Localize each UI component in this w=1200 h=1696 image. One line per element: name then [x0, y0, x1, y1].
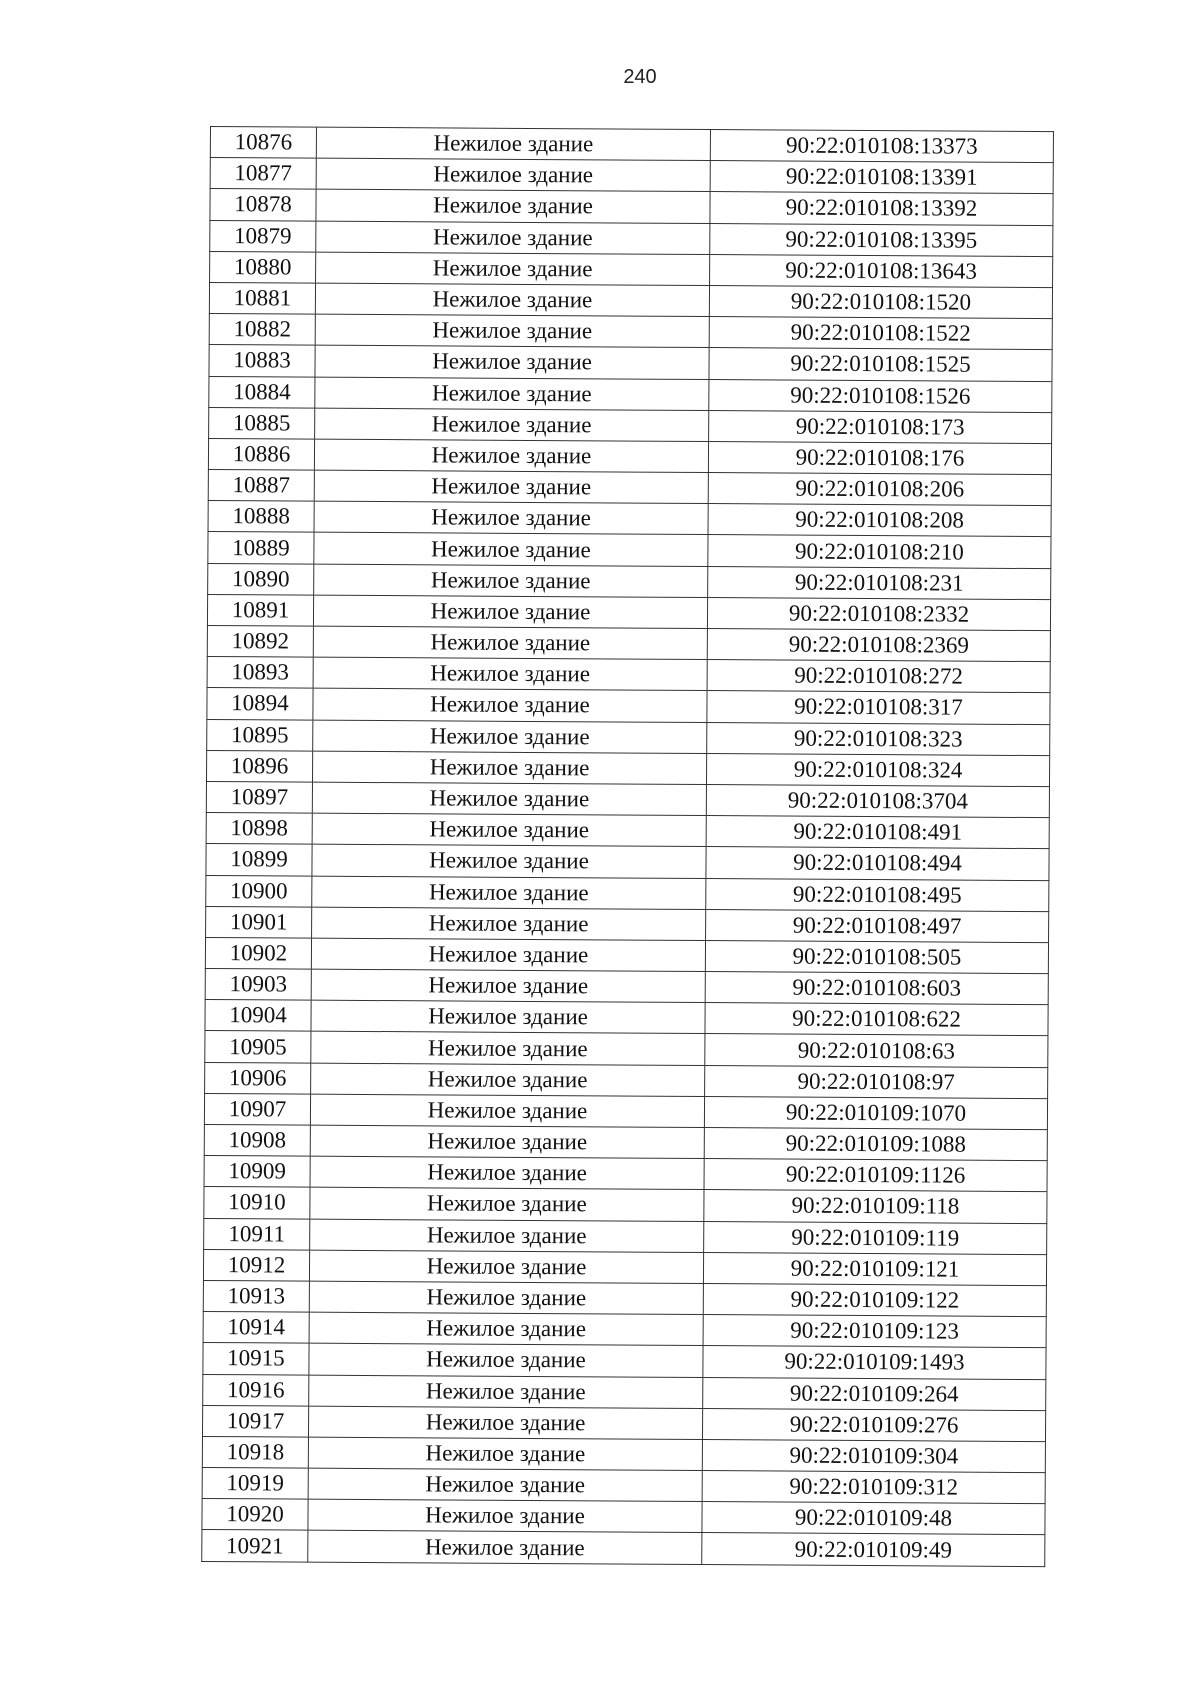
object-name-cell: Нежилое здание: [311, 969, 705, 1003]
object-name-cell: Нежилое здание: [311, 1000, 705, 1034]
row-number-cell: 10881: [209, 282, 315, 314]
object-name-cell: Нежилое здание: [309, 1375, 703, 1409]
cadastral-number-cell: 90:22:010108:1522: [709, 317, 1052, 350]
table-row: [207, 688, 1050, 724]
cadastral-number-cell: 90:22:010108:176: [708, 441, 1051, 474]
object-name-cell: Нежилое здание: [310, 1125, 704, 1159]
table-row: [203, 1343, 1046, 1379]
cadastral-number-cell: 90:22:010108:97: [705, 1065, 1048, 1098]
object-name-cell: Нежилое здание: [311, 1032, 705, 1066]
table-row: [205, 937, 1048, 973]
cadastral-number-cell: 90:22:010108:173: [709, 410, 1052, 443]
table-row: [210, 251, 1053, 287]
row-number-cell: 10878: [210, 189, 316, 221]
cadastral-number-cell: 90:22:010108:603: [705, 972, 1048, 1005]
table-row: [206, 906, 1049, 942]
row-number-cell: 10904: [205, 1000, 311, 1032]
object-name-cell: Нежилое здание: [309, 1312, 703, 1346]
cadastral-number-cell: 90:22:010109:1088: [704, 1128, 1047, 1161]
cadastral-number-cell: 90:22:010108:505: [705, 940, 1048, 973]
row-number-cell: 10876: [210, 127, 316, 159]
cadastral-number-cell: 90:22:010108:13643: [710, 254, 1053, 287]
row-number-cell: 10921: [202, 1530, 308, 1562]
cadastral-number-cell: 90:22:010108:13391: [710, 161, 1053, 194]
table-row: [204, 1093, 1047, 1129]
cadastral-number-cell: 90:22:010108:3704: [706, 784, 1049, 817]
object-name-cell: Нежилое здание: [314, 439, 708, 473]
table-row: [209, 376, 1052, 412]
row-number-cell: 10920: [202, 1499, 308, 1531]
row-number-cell: 10915: [203, 1343, 309, 1375]
registry-table-body: [202, 127, 1054, 1567]
row-number-cell: 10910: [204, 1187, 310, 1219]
row-number-cell: 10888: [208, 501, 314, 533]
object-name-cell: Нежилое здание: [309, 1343, 703, 1377]
row-number-cell: 10918: [202, 1436, 308, 1468]
cadastral-number-cell: 90:22:010108:2332: [707, 597, 1050, 630]
table-row: [206, 781, 1049, 817]
row-number-cell: 10907: [204, 1093, 310, 1125]
cadastral-number-cell: 90:22:010108:206: [708, 473, 1051, 506]
cadastral-number-cell: 90:22:010108:208: [708, 504, 1051, 537]
row-number-cell: 10887: [208, 470, 314, 502]
object-name-cell: Нежилое здание: [313, 595, 707, 629]
object-name-cell: Нежилое здание: [314, 564, 708, 598]
row-number-cell: 10912: [203, 1249, 309, 1281]
row-number-cell: 10889: [208, 532, 314, 564]
table-row: [209, 345, 1052, 381]
table-row: [202, 1468, 1045, 1504]
cadastral-number-cell: 90:22:010109:122: [703, 1283, 1046, 1316]
table-row: [208, 501, 1051, 537]
cadastral-number-cell: 90:22:010109:1070: [704, 1096, 1047, 1129]
cadastral-number-cell: 90:22:010109:49: [702, 1533, 1045, 1566]
row-number-cell: 10879: [210, 220, 316, 252]
row-number-cell: 10895: [207, 719, 313, 751]
object-name-cell: Нежилое здание: [312, 844, 706, 878]
cadastral-number-cell: 90:22:010109:118: [704, 1190, 1047, 1223]
row-number-cell: 10908: [204, 1124, 310, 1156]
row-number-cell: 10914: [203, 1312, 309, 1344]
table-row: [210, 127, 1053, 163]
table-row: [206, 875, 1049, 911]
cadastral-number-cell: 90:22:010109:1126: [704, 1159, 1047, 1192]
row-number-cell: 10897: [206, 781, 312, 813]
object-name-cell: Нежилое здание: [312, 782, 706, 816]
object-name-cell: Нежилое здание: [312, 876, 706, 910]
object-name-cell: Нежилое здание: [316, 252, 710, 286]
table-row: [205, 1062, 1048, 1098]
object-name-cell: Нежилое здание: [314, 470, 708, 504]
cadastral-number-cell: 90:22:010109:312: [702, 1471, 1045, 1504]
row-number-cell: 10877: [210, 158, 316, 190]
table-row: [204, 1124, 1047, 1160]
row-number-cell: 10898: [206, 813, 312, 845]
row-number-cell: 10883: [209, 345, 315, 377]
row-number-cell: 10903: [205, 969, 311, 1001]
page-number: 240: [623, 66, 657, 88]
table-row: [206, 844, 1049, 880]
row-number-cell: 10911: [204, 1218, 310, 1250]
table-row: [204, 1218, 1047, 1254]
row-number-cell: 10885: [209, 407, 315, 439]
object-name-cell: Нежилое здание: [308, 1437, 702, 1471]
cadastral-number-cell: 90:22:010109:264: [703, 1377, 1046, 1410]
row-number-cell: 10896: [206, 750, 312, 782]
table-row: [209, 282, 1052, 318]
cadastral-number-cell: 90:22:010108:324: [706, 753, 1049, 786]
object-name-cell: Нежилое здание: [311, 938, 705, 972]
object-name-cell: Нежилое здание: [316, 221, 710, 255]
row-number-cell: 10916: [203, 1374, 309, 1406]
table-row: [207, 719, 1050, 755]
row-number-cell: 10882: [209, 314, 315, 346]
cadastral-number-cell: 90:22:010108:13395: [710, 223, 1053, 256]
object-name-cell: Нежилое здание: [315, 283, 709, 317]
cadastral-number-cell: 90:22:010109:121: [703, 1252, 1046, 1285]
table-row: [206, 750, 1049, 786]
cadastral-number-cell: 90:22:010108:13392: [710, 192, 1053, 225]
cadastral-number-cell: 90:22:010108:317: [707, 691, 1050, 724]
object-name-cell: Нежилое здание: [314, 501, 708, 535]
table-row: [203, 1374, 1046, 1410]
object-name-cell: Нежилое здание: [312, 813, 706, 847]
object-name-cell: Нежилое здание: [316, 127, 710, 161]
object-name-cell: Нежилое здание: [308, 1468, 702, 1502]
cadastral-number-cell: 90:22:010108:622: [705, 1003, 1048, 1036]
row-number-cell: 10886: [208, 438, 314, 470]
table-row: [205, 1000, 1048, 1036]
row-number-cell: 10909: [204, 1156, 310, 1188]
table-row: [210, 158, 1053, 194]
row-number-cell: 10880: [210, 251, 316, 283]
table-row: [202, 1530, 1045, 1566]
cadastral-number-cell: 90:22:010109:276: [702, 1408, 1045, 1441]
table-row: [202, 1405, 1045, 1441]
row-number-cell: 10899: [206, 844, 312, 876]
object-name-cell: Нежилое здание: [313, 626, 707, 660]
cadastral-number-cell: 90:22:010108:63: [705, 1034, 1048, 1067]
cadastral-number-cell: 90:22:010108:494: [706, 847, 1049, 880]
object-name-cell: Нежилое здание: [310, 1219, 704, 1253]
cadastral-number-cell: 90:22:010108:491: [706, 816, 1049, 849]
object-name-cell: Нежилое здание: [312, 751, 706, 785]
cadastral-number-cell: 90:22:010109:1493: [703, 1346, 1046, 1379]
row-number-cell: 10901: [206, 906, 312, 938]
table-row: [207, 625, 1050, 661]
object-name-cell: Нежилое здание: [315, 408, 709, 442]
object-name-cell: Нежилое здание: [308, 1406, 702, 1440]
table-row: [202, 1436, 1045, 1472]
object-name-cell: Нежилое здание: [313, 689, 707, 723]
table-row: [209, 314, 1052, 350]
row-number-cell: 10905: [205, 1031, 311, 1063]
object-name-cell: Нежилое здание: [308, 1499, 702, 1533]
object-name-cell: Нежилое здание: [313, 720, 707, 754]
registry-table: [201, 126, 1054, 1567]
row-number-cell: 10884: [209, 376, 315, 408]
object-name-cell: Нежилое здание: [314, 533, 708, 567]
table-row: [203, 1280, 1046, 1316]
cadastral-number-cell: 90:22:010108:495: [706, 878, 1049, 911]
table-row: [208, 532, 1051, 568]
table-row: [209, 407, 1052, 443]
object-name-cell: Нежилое здание: [312, 907, 706, 941]
row-number-cell: 10902: [205, 937, 311, 969]
table-row: [205, 1031, 1048, 1067]
cadastral-number-cell: 90:22:010108:272: [707, 660, 1050, 693]
table-row: [205, 969, 1048, 1005]
table-row: [208, 438, 1051, 474]
row-number-cell: 10913: [203, 1280, 309, 1312]
object-name-cell: Нежилое здание: [308, 1531, 702, 1565]
cadastral-number-cell: 90:22:010108:13373: [710, 130, 1053, 163]
object-name-cell: Нежилое здание: [315, 345, 709, 379]
object-name-cell: Нежилое здание: [315, 377, 709, 411]
table-row: [203, 1249, 1046, 1285]
table-row: [204, 1156, 1047, 1192]
cadastral-number-cell: 90:22:010109:119: [704, 1221, 1047, 1254]
row-number-cell: 10890: [208, 563, 314, 595]
row-number-cell: 10919: [202, 1468, 308, 1500]
table-row: [207, 657, 1050, 693]
row-number-cell: 10900: [206, 875, 312, 907]
table-row: [210, 220, 1053, 256]
object-name-cell: Нежилое здание: [309, 1250, 703, 1284]
cadastral-number-cell: 90:22:010108:1520: [709, 285, 1052, 318]
object-name-cell: Нежилое здание: [310, 1094, 704, 1128]
cadastral-number-cell: 90:22:010109:304: [702, 1439, 1045, 1472]
table-row: [210, 189, 1053, 225]
cadastral-number-cell: 90:22:010108:323: [707, 722, 1050, 755]
cadastral-number-cell: 90:22:010108:1525: [709, 348, 1052, 381]
object-name-cell: Нежилое здание: [310, 1156, 704, 1190]
cadastral-number-cell: 90:22:010109:48: [702, 1502, 1045, 1535]
object-name-cell: Нежилое здание: [316, 190, 710, 224]
row-number-cell: 10892: [207, 625, 313, 657]
cadastral-number-cell: 90:22:010109:123: [703, 1315, 1046, 1348]
object-name-cell: Нежилое здание: [309, 1281, 703, 1315]
cadastral-number-cell: 90:22:010108:231: [708, 566, 1051, 599]
cadastral-number-cell: 90:22:010108:497: [706, 909, 1049, 942]
cadastral-number-cell: 90:22:010108:2369: [707, 629, 1050, 662]
table-row: [206, 813, 1049, 849]
table-row: [208, 563, 1051, 599]
table-row: [203, 1312, 1046, 1348]
row-number-cell: 10894: [207, 688, 313, 720]
object-name-cell: Нежилое здание: [310, 1188, 704, 1222]
object-name-cell: Нежилое здание: [316, 158, 710, 192]
row-number-cell: 10917: [202, 1405, 308, 1437]
table-row: [207, 594, 1050, 630]
table-row: [202, 1499, 1045, 1535]
object-name-cell: Нежилое здание: [315, 314, 709, 348]
table-row: [204, 1187, 1047, 1223]
object-name-cell: Нежилое здание: [313, 657, 707, 691]
table-row: [208, 470, 1051, 506]
row-number-cell: 10893: [207, 657, 313, 689]
row-number-cell: 10906: [205, 1062, 311, 1094]
cadastral-number-cell: 90:22:010108:1526: [709, 379, 1052, 412]
row-number-cell: 10891: [207, 594, 313, 626]
cadastral-number-cell: 90:22:010108:210: [708, 535, 1051, 568]
object-name-cell: Нежилое здание: [311, 1063, 705, 1097]
